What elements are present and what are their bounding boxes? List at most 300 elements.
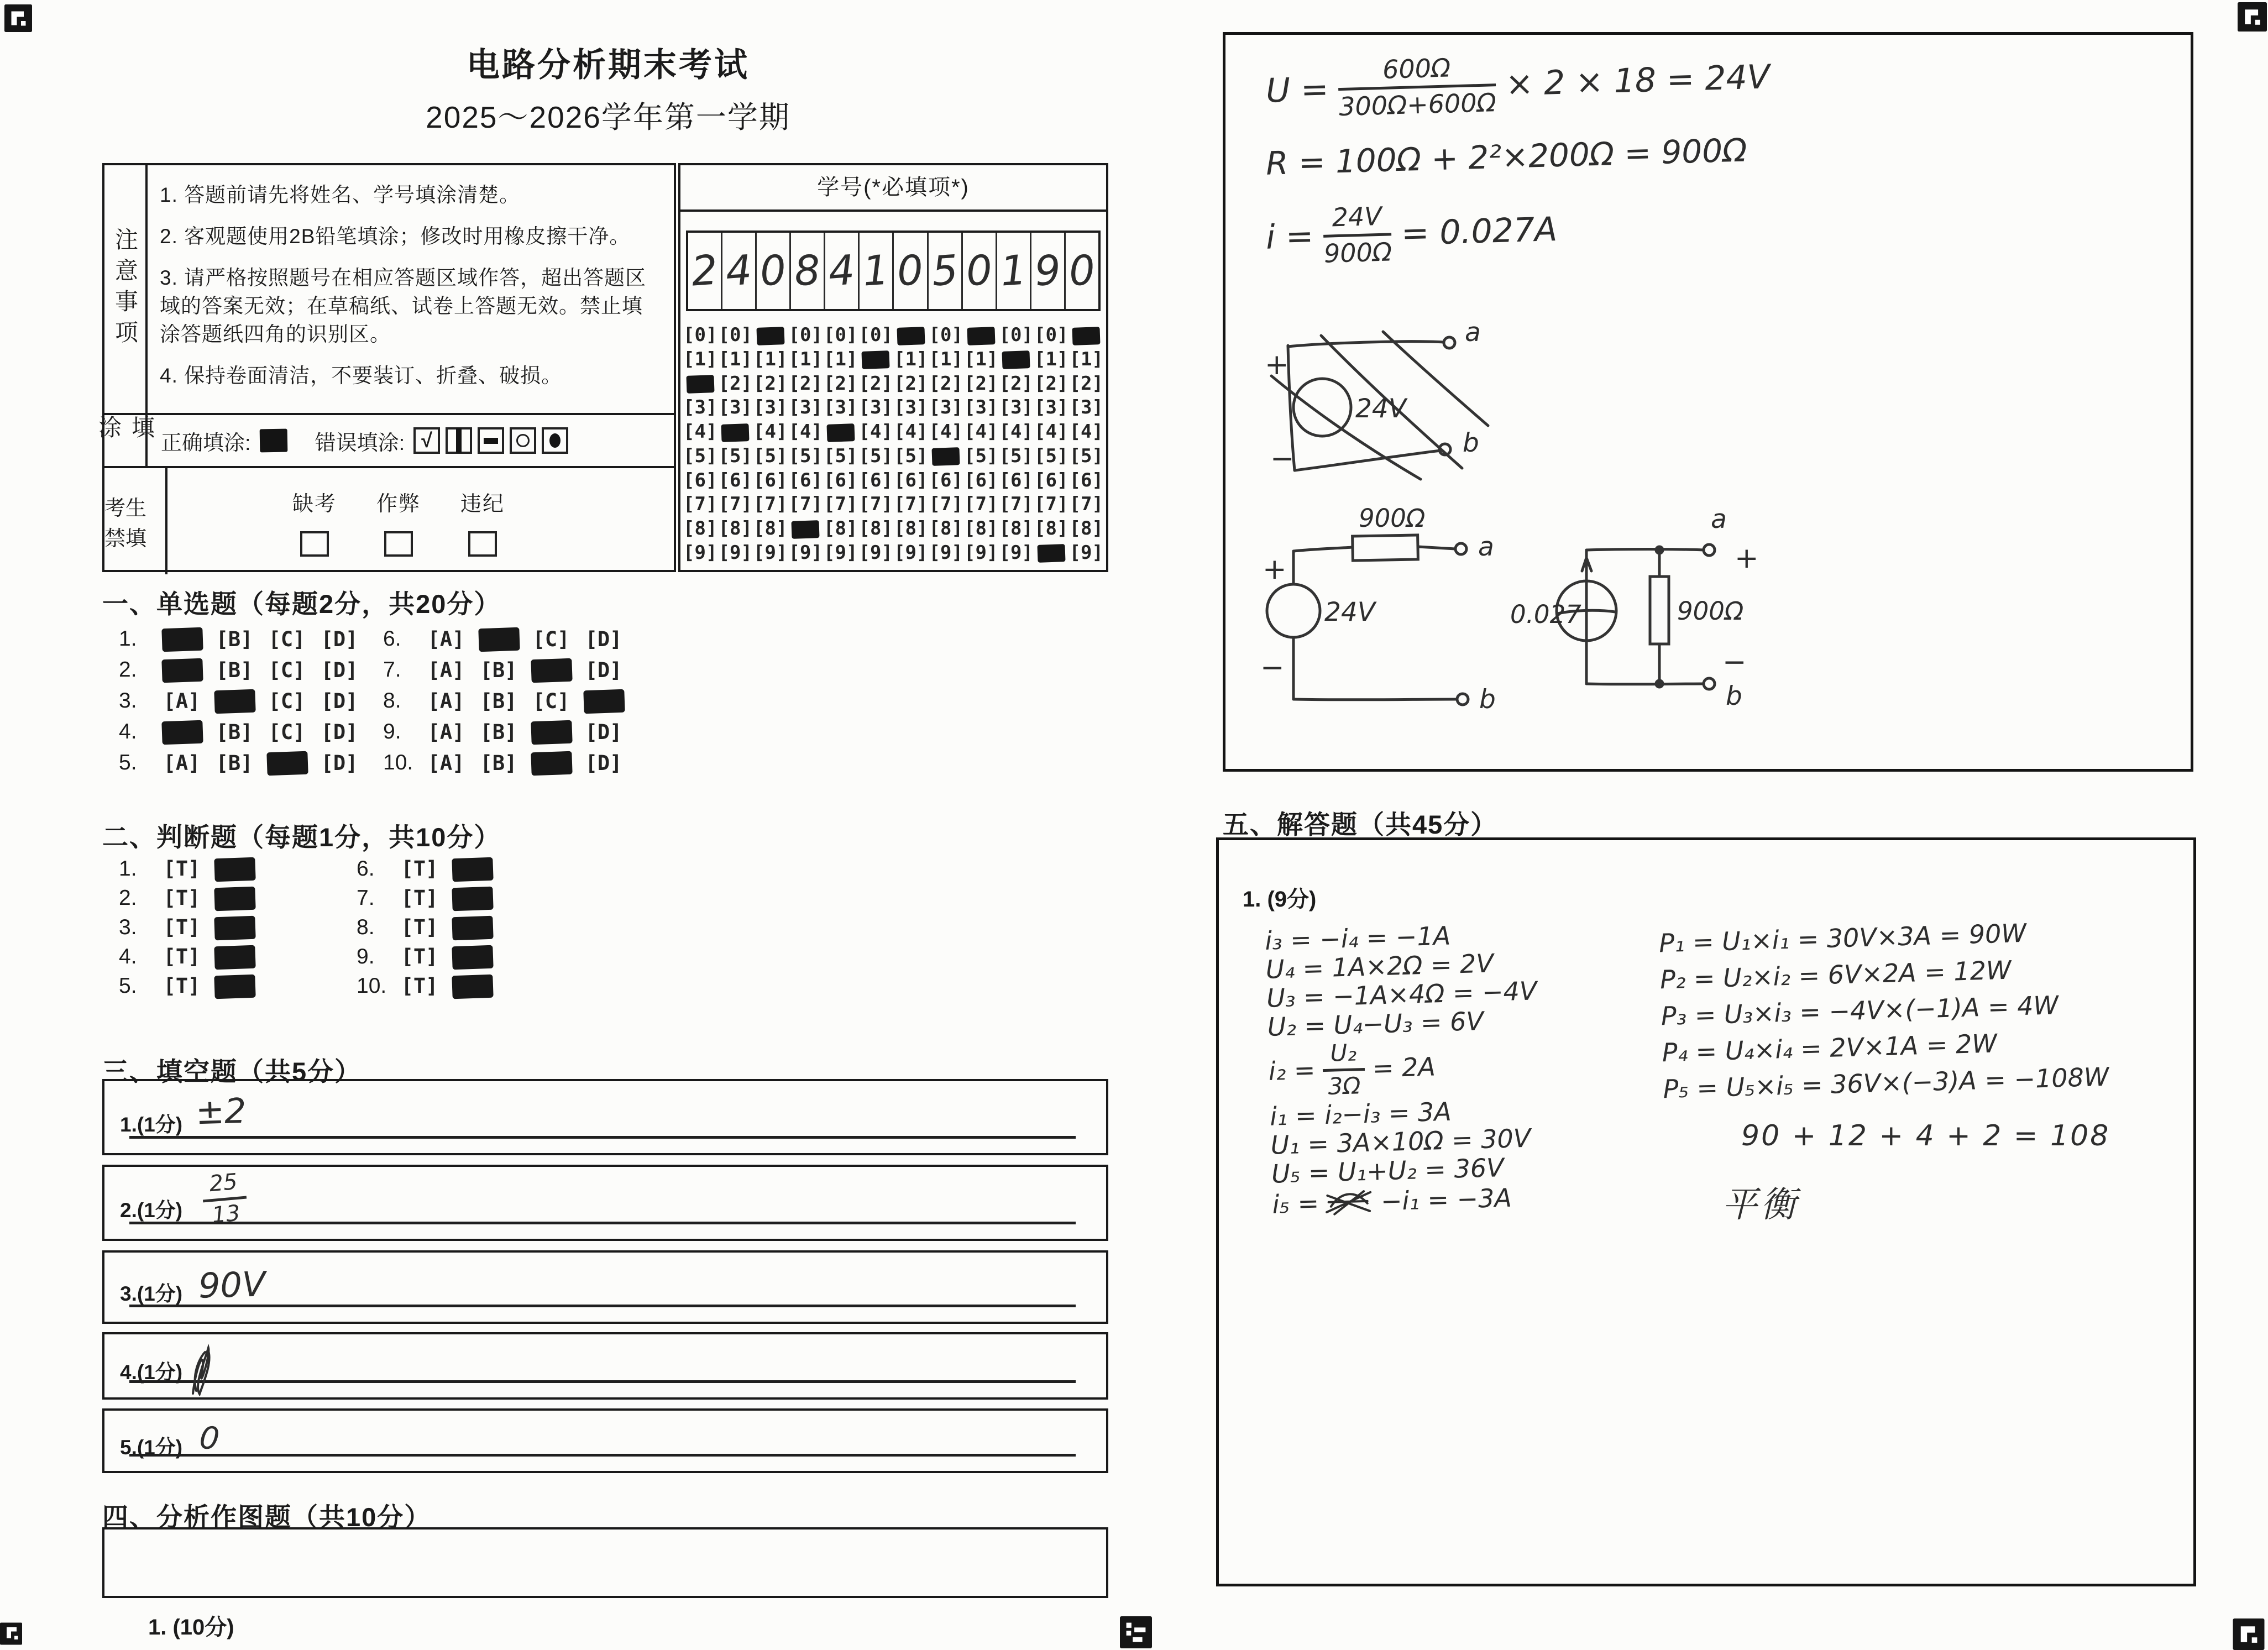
option-C [267, 751, 307, 776]
plus-label: + [1263, 553, 1287, 586]
bubble-cell: [1] [718, 348, 752, 370]
forbidden-item [285, 486, 344, 557]
bubble-cell: [3] [929, 396, 963, 419]
question-number: 4. [119, 720, 137, 743]
filled-option [214, 915, 255, 940]
bubble-cell [963, 323, 999, 347]
bubble-cell: [9] [788, 541, 823, 564]
fraction-numerator: U₂ [1322, 1038, 1365, 1071]
answer-line [129, 1222, 1076, 1224]
bubble-cell: [4] [683, 421, 717, 443]
question-row [357, 883, 505, 913]
option-D: [D] [585, 627, 622, 651]
bubble-cell: [8] [1034, 517, 1068, 540]
option-A: [A] [427, 720, 465, 744]
student-id-digit-cell [722, 233, 757, 309]
question-number: 8. [357, 915, 375, 939]
section-drawing-heading: 四、分析作图题（共10分） [102, 1502, 432, 1532]
student-id-digit-cell [997, 233, 1031, 309]
student-id-digit-value: 0 [895, 246, 925, 296]
option-F [214, 886, 254, 910]
bubble-cell: [1] [824, 348, 858, 370]
bubble-cell: [8] [858, 517, 893, 540]
bubble-cell [858, 348, 894, 371]
student-id-digit-value: 9 [1033, 246, 1062, 296]
dot-icon-box [542, 427, 568, 454]
bubble-cell: [3] [964, 396, 998, 419]
solution-line: U₅ = U₁+U₂ = 36V [1271, 1153, 1505, 1189]
option-F [214, 973, 254, 998]
forbidden-row [104, 468, 674, 574]
fraction-denominator: 900Ω [1323, 237, 1392, 269]
solution-line: P₂ = U₂×i₂ = 6V×2A = 12W [1659, 955, 2012, 995]
option-T: [T] [401, 945, 438, 968]
option-B: [B] [216, 627, 253, 651]
bubble-cell: [8] [1069, 517, 1103, 540]
bubble-cell: [0] [788, 324, 823, 346]
option-D: [D] [585, 720, 622, 744]
option-C: [C] [268, 720, 306, 744]
filled-bubble [1037, 544, 1065, 563]
bubble-cell: [5] [824, 444, 858, 467]
question-number: 3. [119, 689, 137, 713]
fill-example-row [96, 415, 674, 468]
forbidden-item [369, 486, 428, 557]
bubble-cell: [2] [999, 372, 1033, 395]
option-C: [C] [268, 658, 306, 682]
notice-list [148, 165, 674, 413]
tf-col-2 [357, 854, 505, 1001]
bubble-cell: [1] [1069, 348, 1103, 370]
bubble-cell: [9] [964, 541, 998, 564]
filled-option [452, 945, 493, 970]
bubble-cell: [0] [718, 324, 752, 346]
minus-label: − [1270, 442, 1295, 475]
blank-label: 1.(1分) [120, 1113, 183, 1136]
bubble-cell [718, 420, 753, 443]
bubble-cell: [1] [929, 348, 963, 370]
solution-right-column [1659, 916, 2110, 1111]
option-B: [B] [480, 751, 517, 775]
drawing-answer-box [102, 1527, 1108, 1598]
fraction-denominator: 3Ω [1327, 1071, 1361, 1100]
bubble-cell: [4] [858, 421, 893, 443]
option-F [452, 915, 492, 940]
alignment-marker-top-left [3, 4, 33, 32]
student-id-digit-cell [791, 233, 825, 309]
source-label: 24V [1355, 394, 1406, 424]
scratch-equations [1266, 51, 1770, 284]
bubble-cell: [5] [718, 444, 752, 467]
solution-line: P₄ = U₄×i₄ = 2V×1A = 2W [1662, 1028, 1998, 1068]
notice-item: 2. 客观题使用2B铅笔填涂；修改时用橡皮擦干净。 [160, 225, 631, 248]
solution-line: P₃ = U₃×i₃ = −4V×(−1)A = 4W [1661, 990, 2059, 1031]
solution-fraction-line [1267, 1033, 1539, 1102]
filled-bubble [967, 327, 995, 345]
bubble-row [683, 323, 1104, 347]
exam-subtitle: 2025～2026学年第一学期 [426, 100, 790, 134]
scribbled-term [1323, 1186, 1376, 1218]
bubble-cell: [8] [753, 517, 788, 540]
bubble-cell: [9] [929, 541, 963, 564]
bubble-cell [893, 323, 929, 347]
student-id-digit-cell [688, 233, 722, 309]
bubble-cell: [0] [858, 324, 893, 346]
option-B: [B] [216, 658, 253, 682]
bubble-cell: [5] [858, 444, 893, 467]
student-id-digit-value: 0 [1067, 246, 1097, 296]
filled-option [214, 945, 255, 970]
bubble-cell: [2] [858, 372, 893, 395]
equation-lead: i = [1265, 216, 1314, 257]
option-D: [D] [321, 627, 358, 651]
bubble-row [683, 517, 1104, 540]
source-label: 0.027 [1510, 600, 1581, 629]
wrong-fill-label: 错误填涂: [315, 431, 405, 455]
student-id-digit-value: 0 [964, 246, 994, 296]
notice-item: 3. 请严格按照题号在相应答题区域作答，超出答题区域的答案无效；在草稿纸、试卷上答题无效。禁止填涂答题纸四角的识别区。 [160, 266, 647, 346]
filled-option [214, 974, 255, 999]
student-id-digit-cell [1066, 233, 1098, 309]
bubble-cell: [4] [929, 421, 963, 443]
option-T: [T] [401, 974, 438, 998]
option-D: [D] [585, 658, 622, 682]
blank-answer-fraction [203, 1170, 247, 1227]
filled-bubble [721, 423, 750, 442]
filled-bubble [862, 350, 890, 369]
bubble-cell: [2] [964, 372, 998, 395]
bubble-cell: [2] [788, 372, 823, 395]
option-A [162, 627, 202, 652]
filled-option [452, 857, 493, 882]
forbidden-groups [167, 468, 674, 574]
bubble-cell: [9] [858, 541, 893, 564]
question-number: 2. [119, 886, 137, 910]
option-B [479, 627, 518, 652]
option-F [452, 856, 492, 881]
bubble-cell: [5] [788, 444, 823, 467]
option-T: [T] [163, 945, 201, 968]
dash-icon-box [478, 427, 504, 454]
solution-line: i₃ = −i₄ = −1A [1264, 920, 1451, 956]
blank-label: 2.(1分) [120, 1199, 183, 1222]
fraction-numerator: 600Ω [1338, 51, 1496, 91]
filled-option [161, 720, 203, 745]
question-number: 5. [119, 751, 137, 774]
option-B: [B] [480, 720, 517, 744]
option-T: [T] [163, 886, 201, 910]
question-row [119, 854, 267, 883]
resistor-label: 900Ω [1677, 596, 1744, 626]
blank-answer-box-4 [102, 1332, 1108, 1400]
question-row [119, 624, 372, 654]
student-id-digit-value: 4 [724, 246, 754, 296]
bubble-cell [788, 517, 824, 540]
bubble-cell: [2] [929, 372, 963, 395]
bubble-cell: [5] [999, 444, 1033, 467]
bubble-cell: [7] [1069, 493, 1103, 516]
bubble-cell: [1] [964, 348, 998, 370]
student-id-digit-cell [894, 233, 928, 309]
option-D [584, 689, 624, 714]
bubble-row [683, 420, 1104, 443]
option-D: [D] [321, 751, 358, 775]
scribbled-answer-mark [181, 1341, 216, 1396]
bubble-cell: [2] [753, 372, 788, 395]
alignment-marker-bottom-right [2232, 1618, 2265, 1650]
bubble-cell: [0] [683, 324, 717, 346]
option-B: [B] [216, 751, 253, 775]
option-C: [C] [268, 627, 306, 651]
bubble-cell [999, 348, 1034, 371]
bubble-row [683, 469, 1104, 492]
bubble-row [683, 493, 1104, 516]
bubble-cell: [6] [999, 469, 1033, 491]
question-row [383, 654, 636, 685]
bubble-cell: [4] [1034, 421, 1068, 443]
option-C [531, 658, 571, 683]
question-number: 1. [119, 627, 137, 651]
option-T: [T] [401, 857, 438, 881]
solution-lines-a [1265, 918, 1538, 1041]
question-number: 1. [119, 856, 137, 881]
bubble-cell: [3] [1069, 396, 1103, 419]
filled-option [452, 974, 493, 999]
blank-label: 3.(1分) [120, 1282, 183, 1305]
filled-option [214, 689, 255, 714]
dash-icon [484, 438, 498, 444]
question-number: 10. [383, 751, 413, 774]
dot-icon [549, 433, 561, 448]
bubble-cell: [8] [894, 517, 928, 540]
bubble-cell [1069, 323, 1104, 347]
bubble-row [683, 444, 1104, 468]
filled-bubble [1002, 350, 1030, 369]
question-number: 6. [357, 856, 375, 881]
section-solution-heading: 五、解答题（共45分） [1223, 810, 1498, 839]
question-number: 5. [119, 973, 137, 998]
bubble-cell: [7] [824, 493, 858, 516]
solution-line: P₁ = U₁×i₁ = 30V×3A = 90W [1658, 918, 2027, 958]
blank-answer: ±2 [195, 1090, 247, 1133]
option-F [452, 944, 492, 969]
option-D: [D] [321, 720, 358, 744]
question-row [119, 942, 267, 971]
mcq-col-1 [119, 624, 372, 778]
option-B: [B] [480, 658, 517, 682]
student-id-digit-value: 0 [758, 246, 788, 296]
halfbar-icon [456, 428, 462, 453]
bubble-cell: [8] [824, 517, 858, 540]
filled-option [531, 720, 572, 745]
forbidden-item-label: 缺考 [292, 492, 337, 516]
question-number: 2. [119, 658, 137, 682]
student-id-digit-value: 8 [793, 246, 823, 296]
question-row [119, 971, 267, 1001]
equation-lead: i₅ = [1271, 1188, 1319, 1219]
terminal-a-label: a [1465, 317, 1481, 348]
bubble-cell: [5] [683, 444, 717, 467]
terminal-b-label: b [1479, 684, 1496, 715]
bubble-row [683, 541, 1104, 564]
notice-item: 4. 保持卷面清洁，不要装订、折叠、破损。 [160, 364, 563, 387]
filled-option [214, 857, 255, 882]
filled-bubble [932, 447, 960, 466]
option-A [162, 658, 202, 683]
filled-option [531, 658, 572, 683]
option-C [531, 720, 571, 745]
bubble-cell: [6] [964, 469, 998, 491]
answer-line [129, 1380, 1076, 1383]
notice-item: 1. 答题前请先将姓名、学号填涂清楚。 [160, 184, 521, 206]
question-number: 9. [357, 944, 375, 968]
option-T: [T] [163, 974, 201, 998]
question-row [119, 654, 372, 685]
option-T: [T] [401, 886, 438, 910]
circle-outline-icon [516, 434, 530, 447]
fraction-denominator: 300Ω+600Ω [1338, 87, 1497, 122]
question-number: 3. [119, 915, 137, 939]
plus-label: + [1265, 348, 1289, 381]
question-row [119, 883, 267, 913]
bubble-cell: [7] [1034, 493, 1068, 516]
minus-label: − [1722, 646, 1747, 679]
forbidden-checkbox [300, 531, 329, 557]
answer-line [129, 1305, 1076, 1307]
bubble-cell: [8] [718, 517, 752, 540]
option-F [214, 856, 254, 881]
option-F [452, 886, 492, 910]
blank-answer-box-5 [102, 1408, 1108, 1473]
notice-table [96, 163, 676, 572]
bubble-cell: [6] [718, 469, 752, 491]
question-number: 10. [357, 973, 387, 998]
option-T: [T] [163, 915, 201, 939]
bubble-cell: [5] [964, 444, 998, 467]
bubble-cell: [0] [929, 324, 963, 346]
bubble-cell: [9] [683, 541, 717, 564]
solution-line: U₁ = 3A×10Ω = 30V [1270, 1123, 1531, 1160]
exam-title: 电路分析期末考试 [467, 46, 750, 83]
option-T: [T] [163, 857, 201, 881]
student-id-digit-cell [825, 233, 860, 309]
bubble-cell: [6] [1069, 469, 1103, 491]
bubble-cell: [0] [1034, 324, 1068, 346]
terminal-b-label: b [1726, 681, 1742, 711]
blank-answer: 90V [198, 1264, 266, 1306]
bubble-cell: [9] [894, 541, 928, 564]
student-id-digit-cell [757, 233, 791, 309]
forbidden-label: 考生禁填 [104, 468, 167, 574]
blank-answer-box-2 [102, 1165, 1108, 1241]
solution-line: U₂ = U₄−U₃ = 6V [1266, 1005, 1484, 1042]
forbidden-item [453, 486, 512, 557]
bubble-cell: [5] [1034, 444, 1068, 467]
bubble-cell: [3] [894, 396, 928, 419]
power-sum-line: 90 + 12 + 4 + 2 = 108 [1741, 1119, 2110, 1153]
bubble-cell: [3] [999, 396, 1033, 419]
answer-line [129, 1136, 1076, 1139]
alignment-marker-bottom-center [1120, 1615, 1152, 1650]
option-A: [A] [163, 689, 201, 713]
bubble-cell: [8] [964, 517, 998, 540]
notice-row [104, 165, 674, 415]
solution-left-column [1265, 918, 1543, 1221]
option-F [452, 973, 492, 998]
student-id-digit-value: 5 [930, 246, 960, 296]
bubble-cell: [7] [718, 493, 752, 516]
fill-row-content [148, 415, 674, 466]
question-number: 7. [383, 658, 401, 682]
bubble-cell: [9] [824, 541, 858, 564]
bubble-cell: [2] [1069, 372, 1103, 395]
bubble-row [683, 396, 1104, 419]
bubble-cell [1034, 541, 1069, 564]
equation-tail: × 2 × 18 = 24V [1505, 57, 1771, 104]
bubble-cell: [6] [824, 469, 858, 491]
circuit-sketches [1238, 312, 1763, 732]
blank-label: 4.(1分) [120, 1361, 183, 1384]
question-row [383, 685, 636, 716]
bubble-cell: [1] [683, 348, 717, 370]
question-number: 9. [383, 720, 401, 743]
bubble-cell: [4] [894, 421, 928, 443]
option-T: [T] [401, 915, 438, 939]
scratch-line-3 [1265, 190, 1771, 270]
question-row [119, 747, 372, 778]
option-F [214, 944, 254, 969]
bubble-cell: [7] [858, 493, 893, 516]
bubble-cell: [6] [894, 469, 928, 491]
option-A: [A] [427, 689, 465, 713]
fraction-numerator: 25 [201, 1169, 247, 1203]
bubble-cell: [2] [894, 372, 928, 395]
bubble-cell: [8] [683, 517, 717, 540]
source-label: 24V [1324, 597, 1375, 627]
student-id-digits [686, 231, 1101, 311]
forbidden-item-label: 作弊 [376, 492, 421, 516]
question-row [383, 716, 636, 747]
student-id-section [678, 163, 1108, 572]
forbidden-checkbox [468, 531, 497, 557]
bubble-cell: [6] [858, 469, 893, 491]
bubble-cell: [6] [788, 469, 823, 491]
drawing-question-label: 1. (10分) [148, 1615, 234, 1639]
filled-bubble [792, 520, 820, 539]
bubble-cell: [4] [964, 421, 998, 443]
option-F [214, 915, 254, 940]
option-B: [B] [216, 720, 253, 744]
answer-line [129, 1454, 1076, 1457]
bubble-cell: [2] [718, 372, 752, 395]
bubble-cell: [6] [683, 469, 717, 491]
section-mcq-heading: 一、单选题（每题2分，共20分） [102, 589, 501, 619]
bubble-cell [753, 323, 788, 347]
bubble-cell: [9] [1069, 541, 1103, 564]
bubble-cell: [7] [788, 493, 823, 516]
option-A: [A] [427, 658, 465, 682]
student-id-digit-value: 1 [861, 246, 891, 296]
bubble-cell: [0] [999, 324, 1033, 346]
option-A: [A] [163, 751, 201, 775]
solution-lines-b [1270, 1094, 1542, 1188]
option-C: [C] [532, 627, 570, 651]
option-D: [D] [321, 658, 358, 682]
filled-option [583, 689, 625, 714]
fraction-denominator: 13 [211, 1200, 242, 1229]
equation-tail: = 2A [1372, 1051, 1436, 1083]
bubble-cell: [7] [929, 493, 963, 516]
